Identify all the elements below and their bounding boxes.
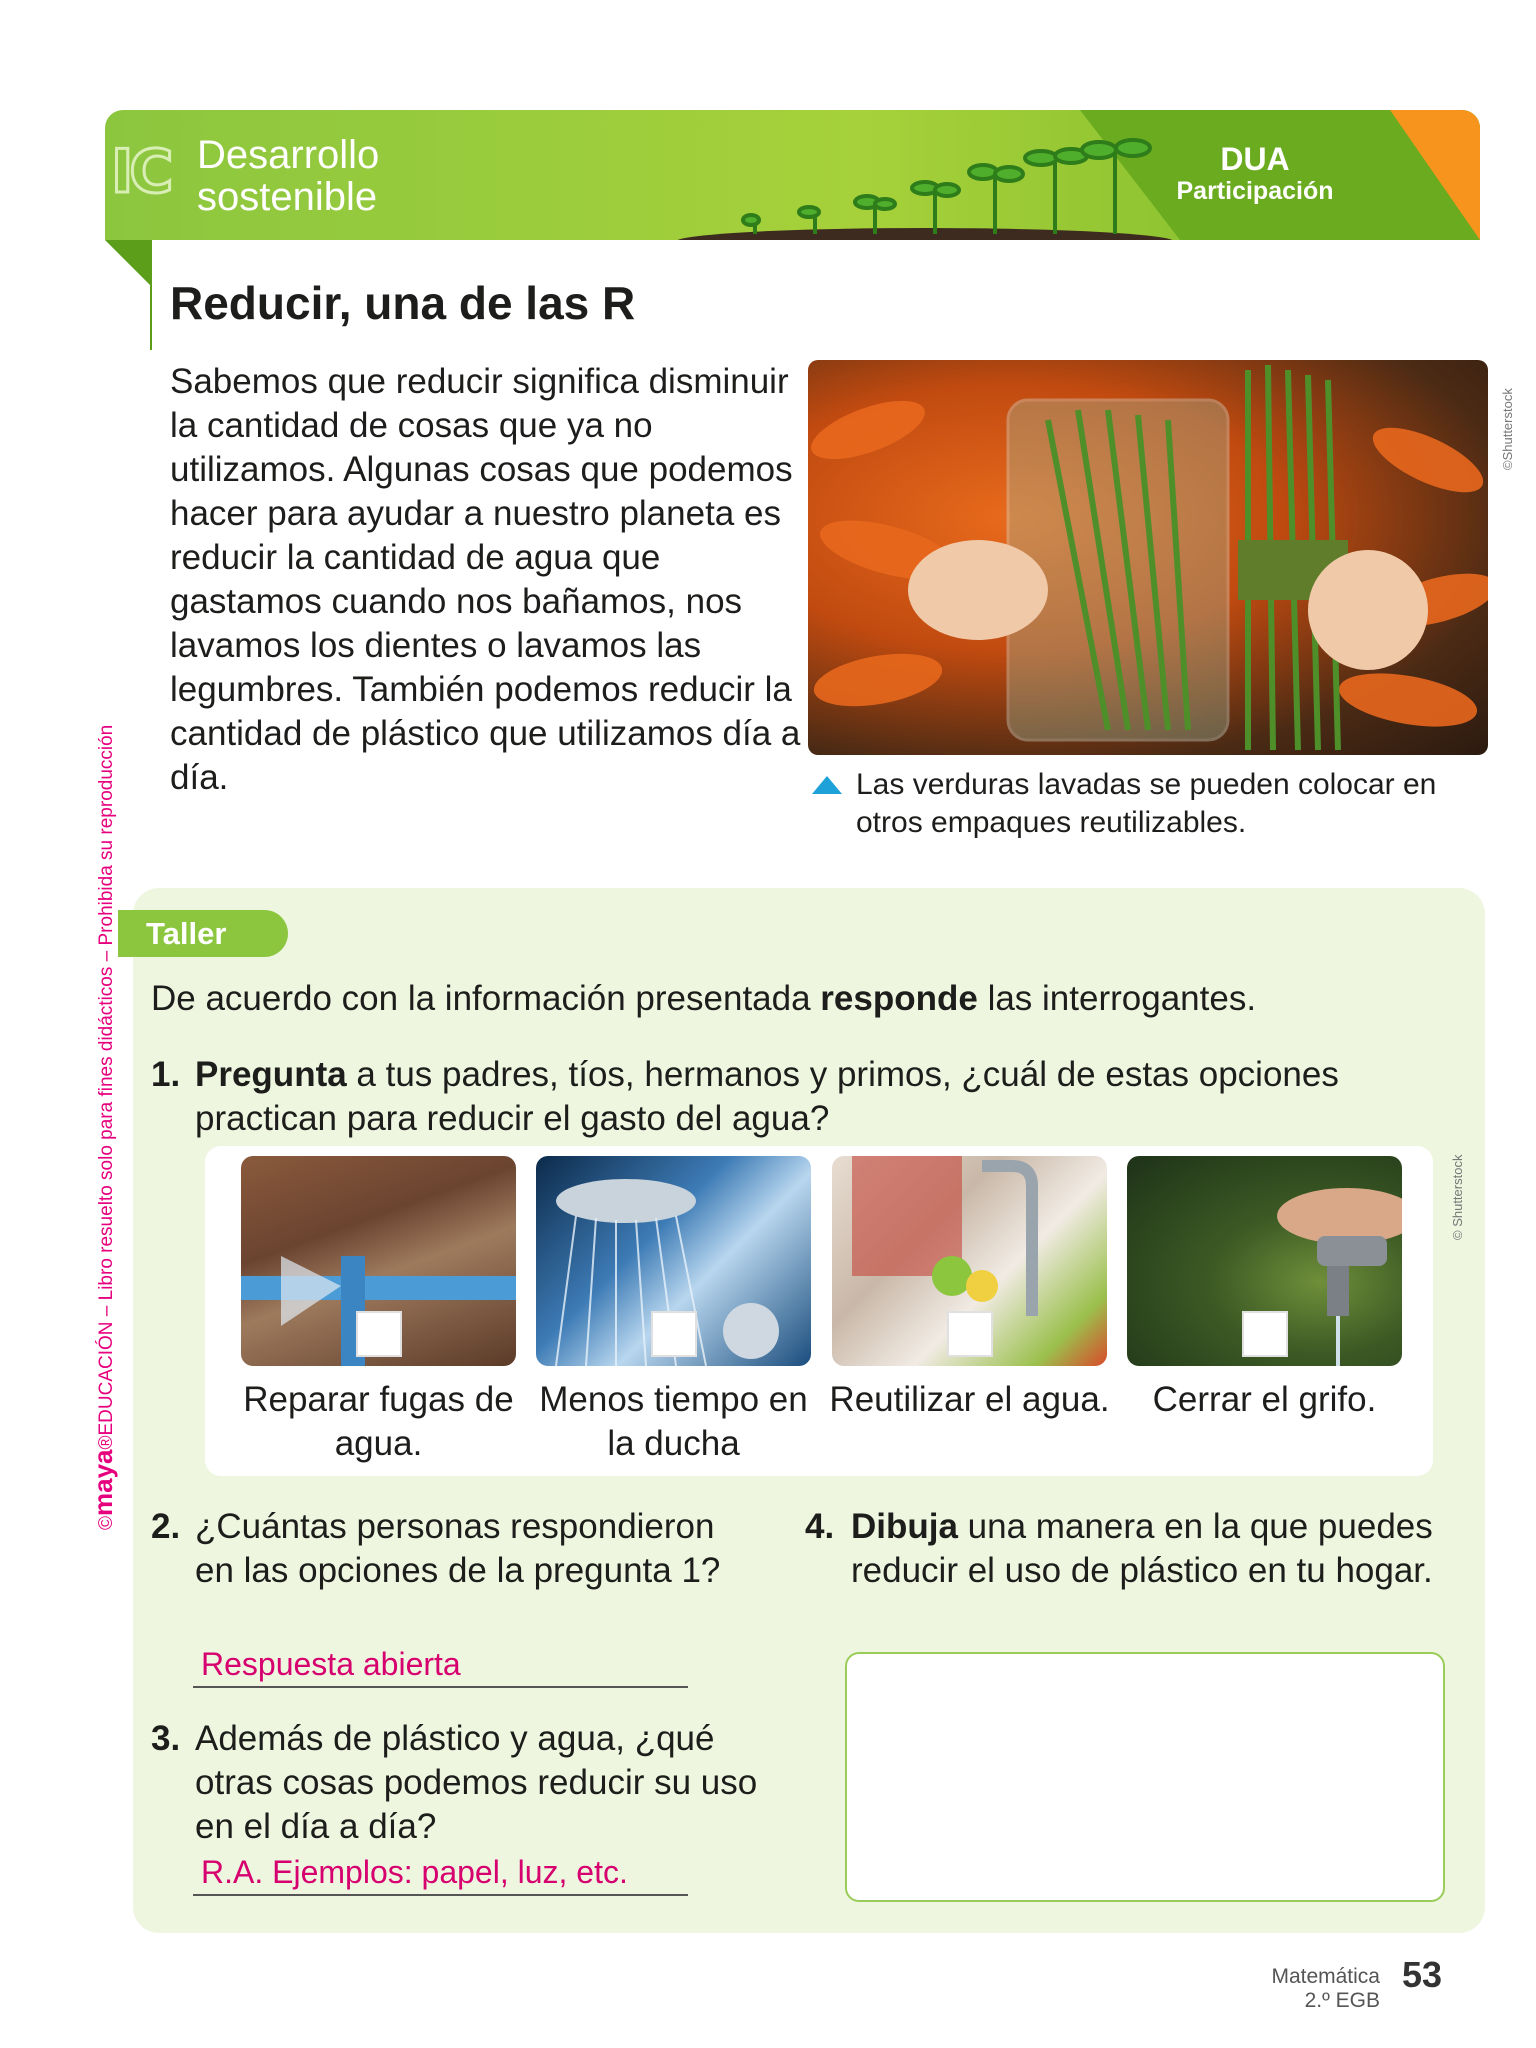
question-number: 4. bbox=[805, 1507, 835, 1546]
copyright-notice: ®EDUCACIÓN – Libro resuelto solo para fines didácticos – Prohibida su reproducción bbox=[96, 724, 117, 1450]
option-shorter-shower bbox=[536, 1156, 811, 1466]
ic-logo: IC bbox=[111, 137, 170, 207]
options-card bbox=[205, 1146, 1433, 1476]
question-1 bbox=[151, 1053, 1481, 1143]
section-title-line1: Desarrollo bbox=[197, 133, 380, 177]
caption-triangle-icon bbox=[812, 776, 842, 794]
option-close-tap bbox=[1127, 1156, 1402, 1466]
question-text bbox=[195, 1053, 1445, 1141]
question-number: 3. bbox=[151, 1719, 181, 1758]
photo-credit: © Shutterstock bbox=[1450, 1154, 1465, 1240]
question-body: a tus padres, tíos, hermanos y primos, ¿cuál de estas opciones practican para reducir el gasto del agua? bbox=[195, 1055, 1339, 1138]
section-title-line2: sostenible bbox=[197, 175, 378, 219]
footer-subject bbox=[1180, 1965, 1380, 2013]
instructions-emphasis: responde bbox=[820, 979, 978, 1018]
workshop-label: Taller bbox=[146, 916, 227, 951]
checkbox-close-tap[interactable] bbox=[1242, 1311, 1288, 1357]
question-text: Además de plástico y agua, ¿qué otras cosas podemos reducir su uso en el día a día? bbox=[195, 1719, 758, 1846]
question-2 bbox=[151, 1505, 751, 1645]
intro-paragraph: Sabemos que reducir significa disminuir la cantidad de cosas que ya no utilizamos. Algunas cosas que podemos hacer para ayudar a nuestro planeta es reducir la cantidad de agua que gastamos cuando nos bañamos, nos lavamos los dientes o lavamos las legumbres. También podemos reducir la cantidad de plástico que utilizamos día a día. bbox=[170, 362, 801, 797]
dua-subtitle: Participación bbox=[1176, 177, 1334, 205]
page-number: 53 bbox=[1402, 1954, 1443, 1995]
page-title: Reducir, una de las R bbox=[170, 277, 636, 329]
question-verb: Dibuja bbox=[851, 1507, 958, 1546]
question-body: una manera en la que puedes reducir el uso de plástico en tu hogar. bbox=[851, 1507, 1433, 1590]
answer-field-2[interactable]: Respuesta abierta bbox=[193, 1642, 688, 1688]
question-3 bbox=[151, 1717, 771, 1857]
grade-level: 2.º EGB bbox=[1304, 1989, 1380, 2012]
photo-credit: ©Shutterstock bbox=[1500, 388, 1515, 470]
section-title bbox=[197, 134, 497, 218]
question-verb: Pregunta bbox=[195, 1055, 347, 1094]
question-number: 2. bbox=[151, 1507, 181, 1546]
instructions-text: De acuerdo con la información presentada bbox=[151, 979, 821, 1018]
copyright-symbol: © bbox=[96, 1516, 117, 1530]
copyright-side-text bbox=[88, 725, 119, 1530]
option-label: Reutilizar el agua. bbox=[829, 1380, 1110, 1419]
title-rule bbox=[150, 240, 152, 350]
dua-badge bbox=[1150, 142, 1360, 206]
sprouts-illustration bbox=[665, 130, 1225, 240]
answer-field-3[interactable]: R.A. Ejemplos: papel, luz, etc. bbox=[193, 1850, 688, 1896]
question-text bbox=[851, 1505, 1451, 1593]
dua-title: DUA bbox=[1220, 141, 1290, 177]
checkbox-shorter-shower[interactable] bbox=[651, 1311, 697, 1357]
instructions-text-end: las interrogantes. bbox=[977, 979, 1257, 1018]
option-label: Reparar fugas de agua. bbox=[243, 1380, 514, 1463]
section-banner bbox=[105, 110, 1480, 240]
banner-fold bbox=[105, 240, 150, 285]
option-reuse-water bbox=[829, 1156, 1110, 1466]
subject-name: Matemática bbox=[1271, 1965, 1380, 1988]
question-text: ¿Cuántas personas respondieron en las opciones de la pregunta 1? bbox=[195, 1507, 721, 1590]
photo-caption: Las verduras lavadas se pueden colocar en otros empaques reutilizables. bbox=[856, 768, 1437, 839]
vegetables-illustration bbox=[808, 360, 1488, 755]
option-label: Menos tiempo en la ducha bbox=[539, 1380, 808, 1463]
question-number: 1. bbox=[151, 1055, 181, 1094]
question-4 bbox=[805, 1505, 1445, 1645]
checkbox-repair-leaks[interactable] bbox=[356, 1311, 402, 1357]
option-repair-leaks bbox=[241, 1156, 516, 1466]
vegetables-photo bbox=[808, 360, 1488, 755]
option-label: Cerrar el grifo. bbox=[1152, 1380, 1377, 1419]
checkbox-reuse-water[interactable] bbox=[947, 1311, 993, 1357]
instructions bbox=[151, 976, 1481, 1022]
brand-name: maya bbox=[88, 1449, 118, 1516]
drawing-area[interactable] bbox=[845, 1652, 1445, 1902]
